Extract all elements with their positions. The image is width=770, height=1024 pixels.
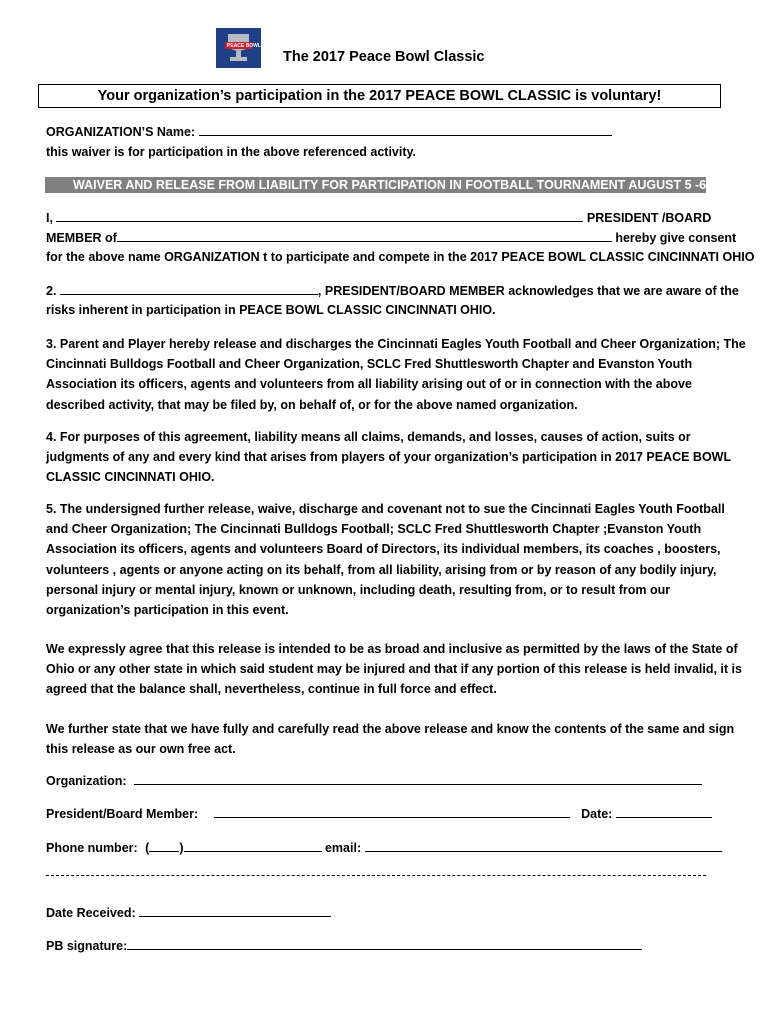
president-label: President/Board Member: [46,807,199,821]
voluntary-banner: Your organization’s participation in the 2017 PEACE BOWL CLASSIC is voluntary! [38,84,721,108]
date-label: Date: [581,807,613,821]
organization-label: Organization: [46,774,127,788]
organization-name-label: ORGANIZATION’S Name: [46,125,196,139]
organization-name-line [46,124,612,140]
item-5-paragraph: 5. The undersigned further release, waive, discharge and covenant not to sue the Cincinnati Eagles Youth Football and Cheer Organization; The Cincinnati Bulldogs Football; SCLC Fred Shuttlesworth Chapter ;Evanston Youth Association its officers, agents and volunteers Board of Directors, its individual members, its coaches , boosters, volunteers , agents or anyone acting on its behalf, from all liability, arising from or by reason of any bodily injury, personal injury or mental injury, known or unknown, including death, resulting from, or to result from our organization’s participation in this event. [46,502,725,618]
consent-line-1 [46,210,711,226]
phone-email-line [46,840,722,856]
date-received-label: Date Received: [46,906,136,920]
item-2-name-field[interactable] [60,283,318,295]
pb-signature-label: PB signature: [46,939,128,953]
item-2-line-1 [46,283,739,299]
release-paragraph: We expressly agree that this release is intended to be as broad and inclusive as permitted by the laws of the State of Ohio or any other state in which said student may be injured and that if any portion of this release is held invalid, it is agreed that the balance shall, nevertheless, continue in full force and effect. [46,642,742,697]
date-received-line [46,905,331,921]
president-line [46,806,712,822]
phone-area-code-field[interactable] [149,840,179,852]
section-title-bar: WAIVER AND RELEASE FROM LIABILITY FOR PARTICIPATION IN FOOTBALL TOURNAMENT AUGUST 5 -6, 2017. [45,177,706,193]
organization-name-field[interactable] [199,124,612,136]
item-2-text: , PRESIDENT/BOARD MEMBER acknowledges that we are aware of the [317,284,739,298]
president-field[interactable] [214,806,570,818]
waiver-note: this waiver is for participation in the above referenced activity. [46,145,417,159]
consent-line-3: for the above name ORGANIZATION t to participate and compete in the 2017 PEACE BOWL CLASSIC CINCINNATI OHIO [46,250,755,264]
logo-text: PEACE BOWL [227,43,261,49]
phone-close-paren: ) [179,841,184,855]
document-title: The 2017 Peace Bowl Classic [283,49,485,65]
consent-hereby-label: hereby give consent [615,231,737,245]
pb-signature-field[interactable] [127,938,642,950]
item-2-line-2: risks inherent in participation in PEACE BOWL CLASSIC CINCINNATI OHIO. [46,303,496,317]
consent-line-2 [46,230,736,246]
consent-organization-field[interactable] [117,230,612,242]
email-field[interactable] [365,840,722,852]
phone-number-field[interactable] [184,840,322,852]
pb-signature-line [46,938,642,954]
item-4-paragraph: 4. For purposes of this agreement, liability means all claims, demands, and losses, causes of action, suits or judgments of any and every kind that arises from players of your organization’s participation in 2017 PEACE BOWL CLASSIC CINCINNATI OHIO. [46,430,731,485]
date-field[interactable] [616,806,712,818]
office-use-divider [46,875,706,876]
consent-name-field[interactable] [56,210,583,222]
organization-line [46,773,702,789]
acknowledgement-paragraph: We further state that we have fully and carefully read the above release and know the contents of the same and sign this release as our own free act. [46,722,735,757]
item-3-paragraph: 3. Parent and Player hereby release and discharges the Cincinnati Eagles Youth Football and Cheer Organization; The Cincinnati Bulldogs Football and Cheer Organization, SCLC Fred Shuttlesworth Chapter and Evanston Youth Association its officers, agents and volunteers from all liability arising out of or in connection with the above described activity, that may be filed by, on behalf of, or for the above named organization. [46,337,746,412]
item-2-number: 2. [46,284,57,298]
peace-bowl-logo [216,28,261,68]
consent-i-label: I, [46,211,53,225]
date-received-field[interactable] [139,905,331,917]
consent-president-label: PRESIDENT /BOARD [586,211,712,225]
phone-label: Phone number: [46,841,138,855]
email-label: email: [324,841,362,855]
organization-field[interactable] [134,773,702,785]
consent-member-label: MEMBER of [46,231,117,245]
phone-open-paren: ( [145,841,150,855]
